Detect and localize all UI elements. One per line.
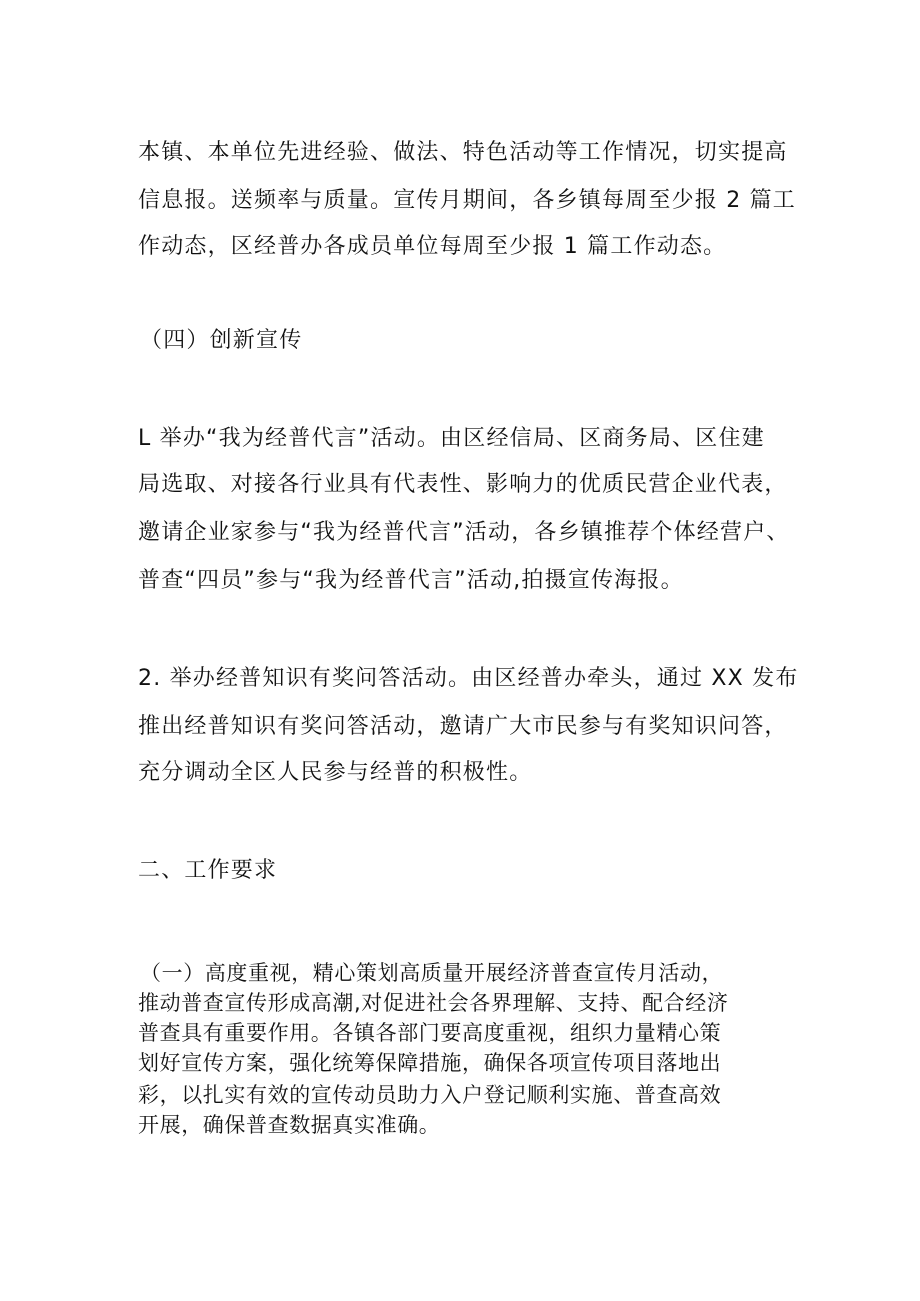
list-item-line: L 举办“我为经普代言”活动。由区经信局、区商务局、区住建 xyxy=(138,426,765,451)
list-item-line: 局选取、对接各行业具有代表性、影响力的优质民营企业代表， xyxy=(138,472,788,497)
paragraph-line: 本镇、本单位先进经验、做法、特色活动等工作情况，切实提高 xyxy=(138,140,788,165)
paragraph-line: （一）高度重视，精心策划高质量开展经济普查宣传月活动， xyxy=(140,961,724,985)
paragraph-line: 开展，确保普查数据真实准确。 xyxy=(138,1113,441,1137)
section-heading-requirements: 二、工作要求 xyxy=(138,858,278,883)
paragraph-line: 划好宣传方案，强化统筹保障措施，确保各项宣传项目落地出 xyxy=(138,1051,722,1075)
list-item-line: 2. 举办经普知识有奖问答活动。由区经普办牵头，通过 XX 发布 xyxy=(138,666,799,691)
section-heading-innovation: （四）创新宣传 xyxy=(140,328,303,353)
paragraph-line: 作动态，区经普办各成员单位每周至少报 1 篇工作动态。 xyxy=(138,234,727,259)
list-item-line: 充分调动全区人民参与经普的积极性。 xyxy=(138,760,533,785)
paragraph-line: 普查具有重要作用。各镇各部门要高度重视，组织力量精心策 xyxy=(138,1021,722,1045)
paragraph-line: 信息报。送频率与质量。宣传月期间，各乡镇每周至少报 2 篇工 xyxy=(138,188,796,213)
paragraph-line: 彩，以扎实有效的宣传动员助力入户登记顺利实施、普查高效 xyxy=(138,1083,722,1107)
list-item-line: 普查“四员”参与“我为经普代言”活动,拍摄宣传海报。 xyxy=(138,568,684,593)
list-item-line: 推出经普知识有奖问答活动，邀请广大市民参与有奖知识问答， xyxy=(138,714,788,739)
list-item-line: 邀请企业家参与“我为经普代言”活动，各乡镇推荐个体经营户、 xyxy=(138,520,790,545)
paragraph-line: 推动普查宣传形成高潮,对促进社会各界理解、支持、配合经济 xyxy=(138,991,729,1015)
